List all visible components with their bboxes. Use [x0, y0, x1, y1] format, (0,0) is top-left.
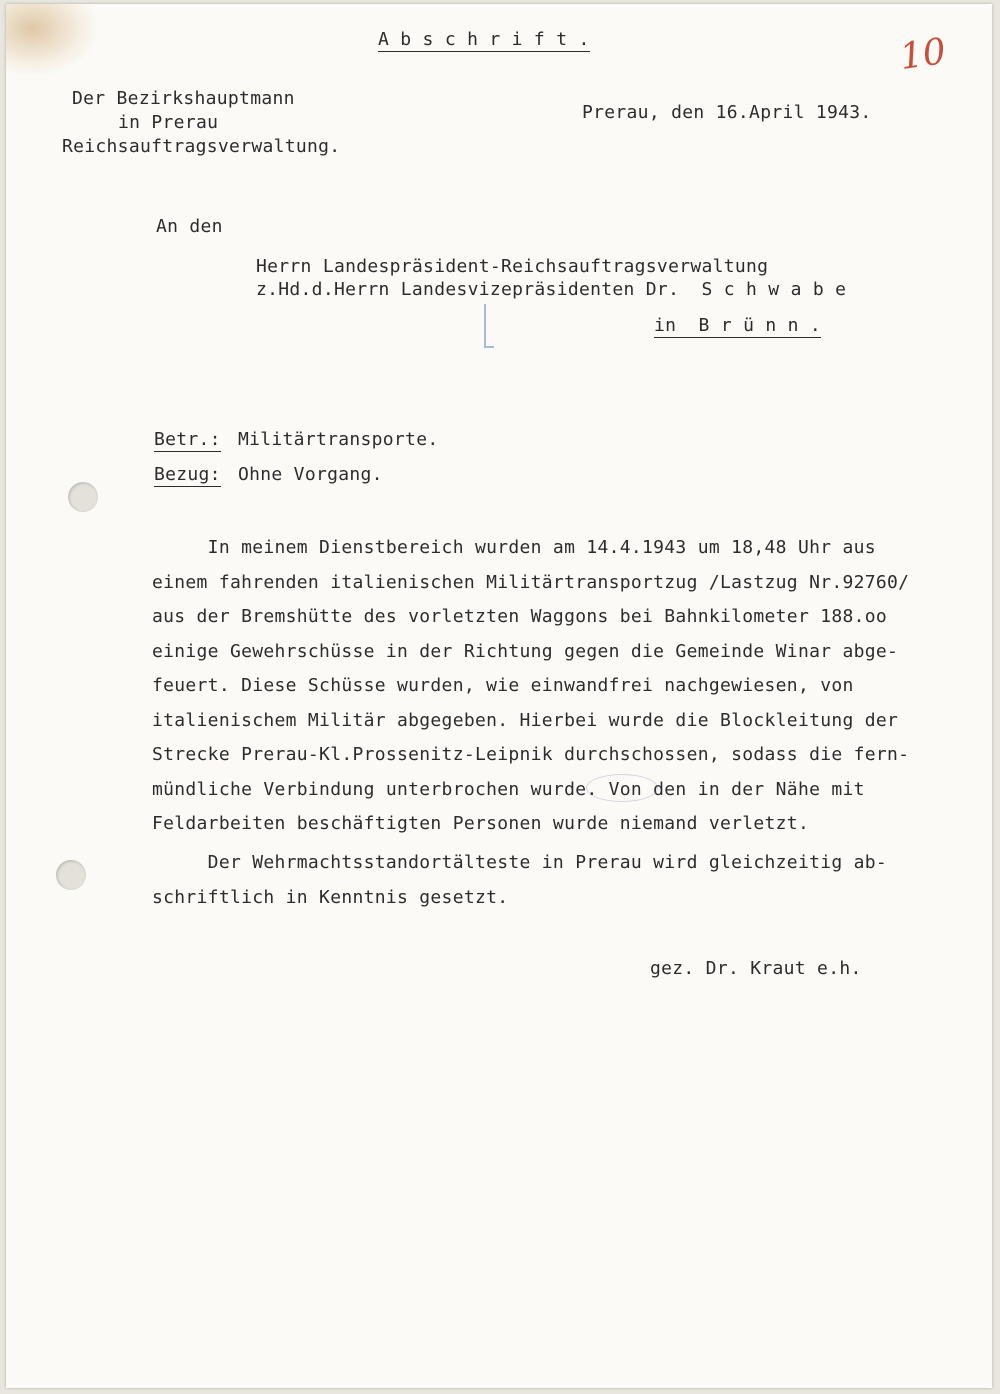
faint-stamp — [586, 774, 658, 802]
punch-hole-upper — [68, 482, 98, 512]
body-line: aus der Bremshütte des vorletzten Waggons bei Bahnkilometer 188.oo — [152, 606, 888, 627]
body-paragraph-1 — [152, 531, 972, 842]
sender-line-2: in Prerau — [118, 112, 219, 133]
body-line: italienischem Militär abgegeben. Hierbei wurde die Blockleitung der — [152, 709, 899, 731]
sender-line-3: Reichsauftragsverwaltung. — [62, 136, 341, 157]
pencil-mark — [484, 304, 494, 348]
body-line: Der Wehrmachtsstandortälteste in Prerau wird gleichzeitig ab- — [152, 852, 888, 873]
body-line: feuert. Diese Schüsse wurden, wie einwandfrei nachgewiesen, von — [152, 675, 854, 696]
subject-label: Betr.: — [154, 429, 221, 450]
body-line: einige Gewehrschüsse in der Richtung gegen die Gemeinde Winar abge- — [152, 640, 899, 662]
body-line: Feldarbeiten beschäftigten Personen wurde niemand verletzt. — [152, 813, 810, 834]
body-paragraph-2 — [152, 846, 972, 915]
subject-text: Militärtransporte. — [238, 429, 439, 450]
signature: gez. Dr. Kraut e.h. — [650, 958, 862, 979]
place-date: Prerau, den 16.April 1943. — [582, 102, 872, 123]
body-line: mündliche Verbindung unterbrochen wurde. Von den in der Nähe mit — [152, 778, 865, 800]
recipient-salutation: An den — [156, 216, 223, 237]
body-line: In meinem Dienstbereich wurden am 14.4.1943 um 18,48 Uhr aus — [152, 537, 876, 558]
sender-line-1: Der Bezirkshauptmann — [72, 88, 295, 109]
body-line: einem fahrenden italienischen Militärtransportzug /Lastzug Nr.92760/ — [152, 571, 910, 593]
recipient-line-2: z.Hd.d.Herrn Landesvizepräsidenten Dr. S c h w a b e — [256, 279, 847, 300]
body-line: schriftlich in Kenntnis gesetzt. — [152, 886, 509, 908]
reference-label: Bezug: — [154, 464, 221, 485]
recipient-line-1: Herrn Landespräsident-Reichsauftragsverwaltung — [256, 256, 769, 277]
punch-hole-lower — [56, 860, 86, 890]
document-page — [6, 4, 992, 1388]
folio-number: 10 — [897, 31, 949, 78]
age-stain — [6, 4, 96, 74]
reference-text: Ohne Vorgang. — [238, 464, 383, 485]
body-line: Strecke Prerau-Kl.Prossenitz-Leipnik durchschossen, sodass die fern- — [152, 744, 910, 765]
document-heading: A b s c h r i f t . — [378, 29, 590, 50]
recipient-line-3: in B r ü n n . — [654, 315, 822, 336]
